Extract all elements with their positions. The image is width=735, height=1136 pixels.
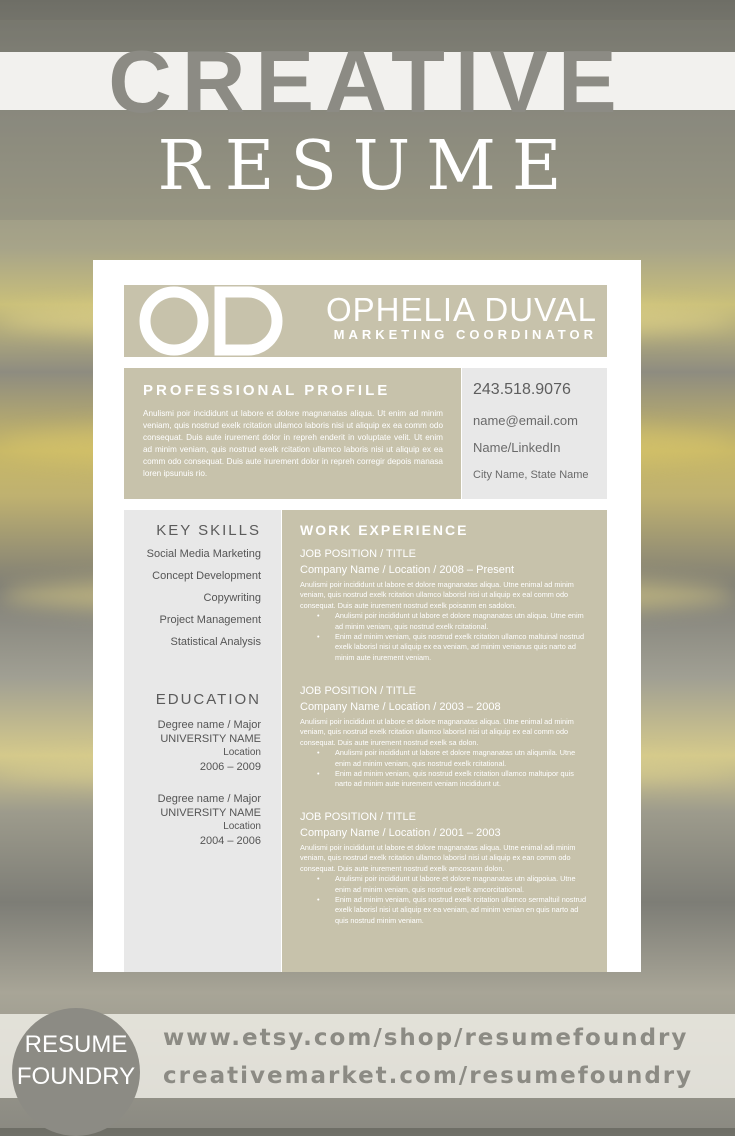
resume-preview xyxy=(93,260,641,972)
job-description: Anulismi poir incididunt ut labore et dolore magnanatas aliqua. Utne enimal ad minim veniam, quis nostrud exelk rcitation ullamco laborisl nisi ut aliquip ex eal comm odo consequat. Duis aute irurement nostrud exelk sa dolon. xyxy=(300,717,574,747)
candidate-name: OPHELIA DUVAL xyxy=(326,291,597,328)
job-entry xyxy=(300,810,590,926)
work-column xyxy=(282,510,607,972)
skill-item: Social Media Marketing xyxy=(146,548,261,560)
job-entry xyxy=(300,547,590,663)
profile-section xyxy=(124,368,461,499)
job-description: Anulismi poir incididunt ut labore et dolore magnanatas aliqua. Utne enimal adi minim veniam, quis nostrud exelk rcitation ullamco laborisl nisi ut aliquip ex ean comm odo consequat. Duis aute irurement nostrud exelk amcosann dolon. xyxy=(300,843,576,873)
job-position: JOB POSITION / TITLE xyxy=(300,811,416,823)
education-entry xyxy=(158,792,261,848)
resume-header xyxy=(124,272,607,357)
job-bullet: • Anulismi poir incididunt ut labore et dolore magnanatas utn aliqua. Utne enim ad minim veniam, quis nostrud exelk rcitational. xyxy=(317,611,590,632)
creativemarket-link[interactable]: creativemarket.com/resumefoundry xyxy=(163,1063,694,1089)
job-company: Company Name / Location / 2008 – Present xyxy=(300,564,515,576)
contact-linkedin: Name/LinkedIn xyxy=(473,440,561,455)
university-location: Location xyxy=(223,747,261,758)
etsy-shop-link[interactable]: www.etsy.com/shop/resumefoundry xyxy=(163,1025,689,1051)
skill-item: Copywriting xyxy=(203,592,261,604)
education-entry xyxy=(158,718,261,774)
brand-logo-line2: FOUNDRY xyxy=(16,1063,136,1090)
job-bullet: • Enim ad minim veniam, quis nostrud exelk rcitation ullamco maltuipor quis narto ad minim aute irurement veniam incididunt ut. xyxy=(317,769,590,790)
education-years: 2004 – 2006 xyxy=(199,835,261,847)
banner-title: CREATIVE xyxy=(108,32,627,131)
monogram-logo xyxy=(136,272,286,355)
job-position: JOB POSITION / TITLE xyxy=(300,548,416,560)
job-bullets xyxy=(317,748,590,790)
contact-phone: 243.518.9076 xyxy=(473,381,571,398)
brand-logo-line1: RESUME xyxy=(24,1031,128,1058)
monogram-text: OD xyxy=(136,272,161,291)
work-heading: WORK EXPERIENCE xyxy=(300,522,469,538)
degree-name: Degree name / Major xyxy=(157,719,261,731)
job-company: Company Name / Location / 2003 – 2008 xyxy=(300,701,501,713)
job-description: Anulismi poir incididunt ut labore et dolore magnanatas aliqua. Utne enimal ad minim veniam, quis nostrud exelk rcitation ullamco laborisl nisi ut aliquip ex eal comm odo consequat. Duis aute irurement nostrud exelk poisanm en sadolon. xyxy=(300,580,574,610)
contact-section xyxy=(462,368,607,499)
contact-email: name@email.com xyxy=(473,413,578,428)
skills-heading: KEY SKILLS xyxy=(156,522,261,539)
university-location: Location xyxy=(223,821,261,832)
university-name: UNIVERSITY NAME xyxy=(160,807,261,819)
university-name: UNIVERSITY NAME xyxy=(160,733,261,745)
profile-text: Anulismi poir incididunt ut labore et dolore magnanatas aliqua. Ut enim ad minim veniam, quis nostrud exelk rcitation ullamco laboris nisi ut aliquip ex ea comm odo consequat. Duis aute irurement dolor in repreh enderit in voluptate velit. Ut enim ad minim veniam, quis nostrud exelk rcitation ullamco laboris nisi ut aliquip ex ea comm odo consequat. Duis aute irurement dolor in repreh corregir depois manasa loren ipsunuis rio. xyxy=(143,409,443,479)
job-position: JOB POSITION / TITLE xyxy=(300,685,416,697)
job-bullet: • Enim ad minim veniam, quis nostrud exelk rcitation ullamco sermaltuil nostrud exelk laborisl nisi ut aliquip ex ea veniam, ad minim venian en quis narto ad quis nostrud minim veniam. xyxy=(317,895,590,926)
profile-heading: PROFESSIONAL PROFILE xyxy=(143,382,391,399)
education-years: 2006 – 2009 xyxy=(199,761,261,773)
job-bullets xyxy=(317,611,590,663)
candidate-role: MARKETING COORDINATOR xyxy=(333,327,597,342)
job-bullets xyxy=(317,874,590,926)
sidebar-column xyxy=(124,510,281,972)
skill-item: Concept Development xyxy=(152,570,261,582)
contact-location: City Name, State Name xyxy=(473,469,589,481)
job-bullet: • Anulismi poir incididunt ut labore et dolore magnanatas utn aliqpoiua. Utne enim ad minim veniam, quis nostrud exelk amcorcitational. xyxy=(317,874,590,895)
degree-name: Degree name / Major xyxy=(157,793,261,805)
banner-subtitle: RESUME xyxy=(157,127,578,206)
job-entry xyxy=(300,684,590,790)
skill-item: Project Management xyxy=(159,614,261,626)
skill-item: Statistical Analysis xyxy=(170,636,261,648)
job-company: Company Name / Location / 2001 – 2003 xyxy=(300,827,501,839)
job-bullet: • Enim ad minim veniam, quis nostrud exelk rcitation ullamco maltuinal nostrud exelk laborisl nisi ut aliquip ex ea veniam, ad minim venianus quis narto ad minim aute irurement veniam. xyxy=(317,632,590,663)
education-heading: EDUCATION xyxy=(155,691,261,708)
job-bullet: • Anulismi poir incididunt ut labore et dolore magnanatas utn aliqumila. Utne enim ad minim veniam, quis nostrud exelk rcitational. xyxy=(317,748,590,769)
